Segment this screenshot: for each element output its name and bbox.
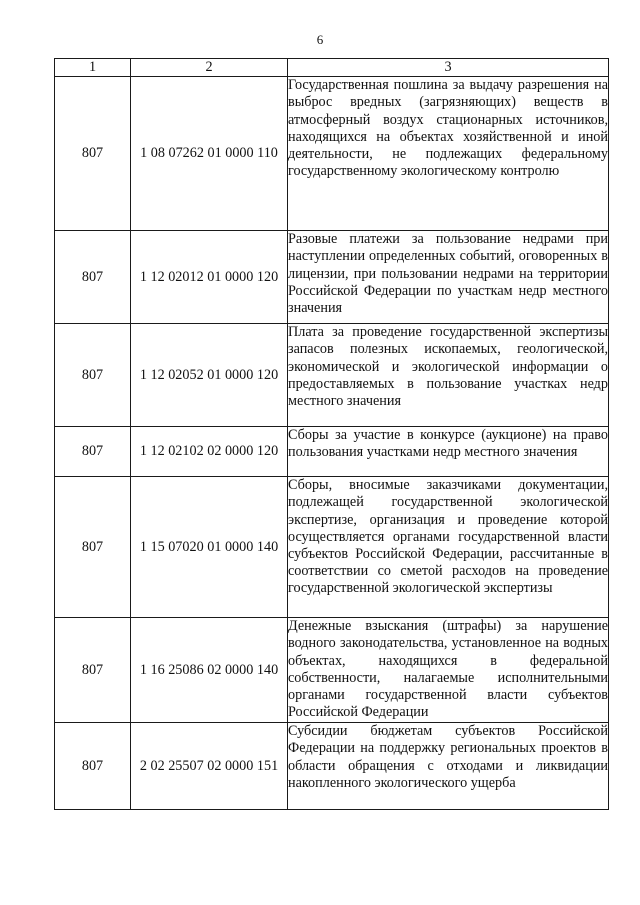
description-cell: Плата за проведение государственной экспертизы запасов полезных ископаемых, геологической, экономической и экологической информации о предоставляемых в пользование участках недр местного значения: [288, 324, 609, 427]
description-cell: Государственная пошлина за выдачу разрешения на выброс вредных (загрязняющих) веществ в атмосферный воздух стационарных источников, находящихся на объектах хозяйственной и иной деятельности, не подлежащих федеральному государственному экологическому контролю: [288, 77, 609, 231]
budget-code-cell: 1 12 02012 01 0000 120: [131, 231, 288, 324]
admin-code-cell: 807: [55, 723, 131, 810]
admin-code-cell: 807: [55, 77, 131, 231]
table-row: [55, 618, 609, 723]
admin-code-cell: 807: [55, 427, 131, 477]
admin-code-cell: 807: [55, 477, 131, 618]
budget-classification-table: [54, 58, 609, 810]
table-row: [55, 723, 609, 810]
description-cell: Субсидии бюджетам субъектов Российской Федерации на поддержку региональных проектов в области обращения с отходами и ликвидации накопленного экологического ущерба: [288, 723, 609, 810]
table-header-row: [55, 59, 609, 77]
description-cell: Сборы, вносимые заказчиками документации, подлежащей государственной экологической экспертизе, организация и проведение которой осуществляется органами государственной власти субъектов Российской Федерации, рассчитанные в соответствии со сметой расходов на проведение государственной экологической экспертизы: [288, 477, 609, 618]
admin-code-cell: 807: [55, 618, 131, 723]
budget-code-cell: 1 16 25086 02 0000 140: [131, 618, 288, 723]
admin-code-cell: 807: [55, 231, 131, 324]
budget-code-cell: 1 15 07020 01 0000 140: [131, 477, 288, 618]
description-cell: Сборы за участие в конкурсе (аукционе) на право пользования участками недр местного значения: [288, 427, 609, 477]
description-cell: Разовые платежи за пользование недрами при наступлении определенных событий, оговоренных в лицензии, при пользовании недрами на территории Российской Федерации по участкам недр местного значения: [288, 231, 609, 324]
table-row: [55, 324, 609, 427]
column-header-1: 1: [55, 59, 131, 77]
table-row: [55, 427, 609, 477]
page-number: 6: [316, 32, 324, 47]
description-cell: Денежные взыскания (штрафы) за нарушение водного законодательства, установленное на водных объектах, находящихся в федеральной собственности, налагаемые исполнительными органами государственной власти субъектов Российской Федерации: [288, 618, 609, 723]
table-row: [55, 231, 609, 324]
admin-code-cell: 807: [55, 324, 131, 427]
column-header-3: 3: [288, 59, 609, 77]
budget-code-cell: 1 08 07262 01 0000 110: [131, 77, 288, 231]
column-header-2: 2: [131, 59, 288, 77]
table-row: [55, 77, 609, 231]
budget-code-cell: 2 02 25507 02 0000 151: [131, 723, 288, 810]
table-row: [55, 477, 609, 618]
budget-code-cell: 1 12 02052 01 0000 120: [131, 324, 288, 427]
budget-code-cell: 1 12 02102 02 0000 120: [131, 427, 288, 477]
